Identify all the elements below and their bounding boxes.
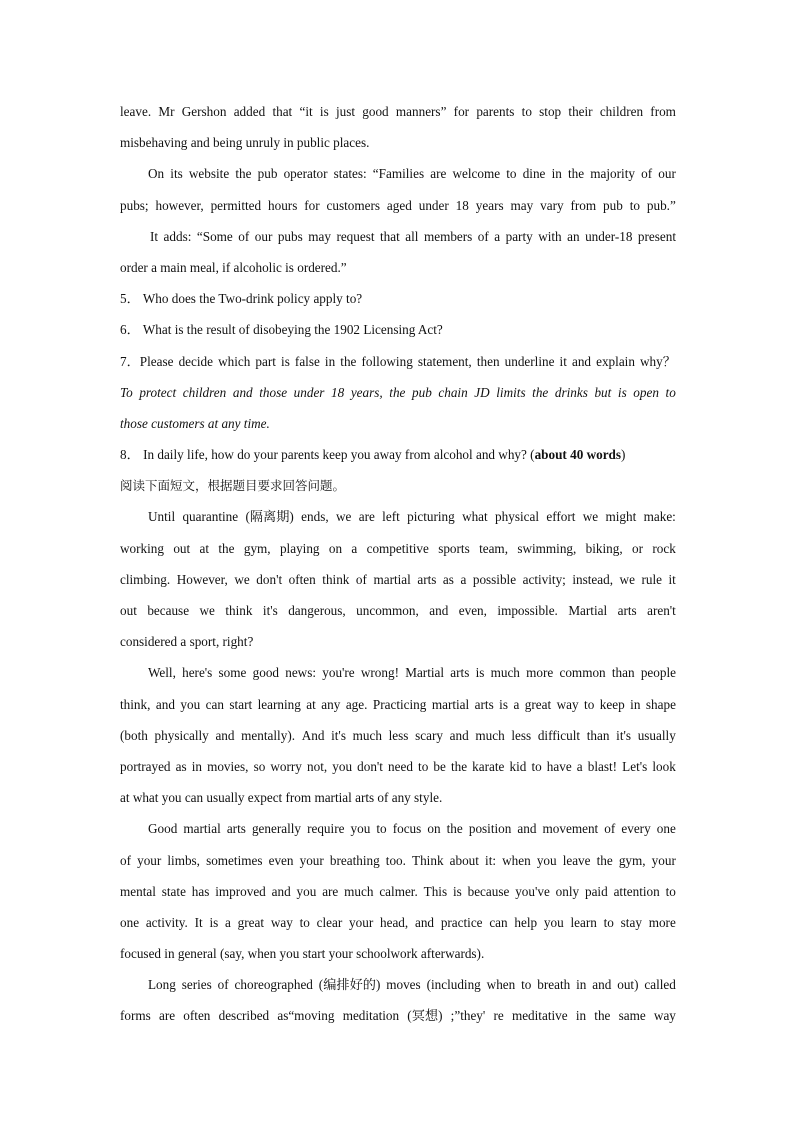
text-line: On its website the pub operator states: “Families are welcome to dine in the majority of our — [148, 166, 676, 182]
text-line: of your limbs, sometimes even your breathing too. Think about it: when you leave the gym, your — [120, 852, 676, 868]
text-line: leave. Mr Gershon added that “it is just good manners” for parents to stop their children from — [120, 104, 676, 119]
text-line: one activity. It is a great way to clear your head, and practice can help you learn to stay more — [120, 914, 676, 930]
text-line: Well, here's some good news: you're wrong! Martial arts is much more common than people — [148, 665, 676, 681]
text-line: considered a sport, right? — [120, 634, 254, 650]
text-line: think, and you can start learning at any age. Practicing martial arts is a great way to keep in shape — [120, 696, 676, 712]
question-8-close: ) — [621, 447, 626, 463]
text-line: Until quarantine (隔离期) ends, we are left picturing what physical effort we might make: — [148, 509, 676, 525]
question-8-text: 8． In daily life, how do your parents keep you away from alcohol and why? ( — [120, 447, 535, 463]
text-line: mental state has improved and you are much calmer. This is because you've only paid attention to — [120, 883, 676, 899]
question-5: 5． Who does the Two-drink policy apply to? — [120, 291, 363, 307]
reading-instruction: 阅读下面短文，根据题目要求回答问题。 — [120, 478, 346, 494]
text-line: forms are often described as“moving meditation (冥想) ;”they' re meditative in the same way — [120, 1008, 676, 1024]
question-6: 6． What is the result of disobeying the 1902 Licensing Act? — [120, 322, 443, 338]
question-7-statement: those customers at any time. — [120, 415, 270, 431]
text-line: misbehaving and being unruly in public places. — [120, 135, 370, 151]
text-line: out because we think it's dangerous, uncommon, and even, impossible. Martial arts aren't — [120, 603, 676, 618]
question-8 — [120, 439, 676, 470]
text-line: Long series of choreographed (编排好的) moves (including when to breath in and out) called — [148, 977, 676, 993]
text-line: pubs; however, permitted hours for customers aged under 18 years may vary from pub to pub.” — [120, 197, 676, 213]
question-8-word-limit: about 40 words — [534, 447, 622, 463]
text-line: portrayed as in movies, so worry not, you don't need to be the karate kid to have a blast! Let's look — [120, 758, 676, 774]
text-line: climbing. However, we don't often think of martial arts as a possible activity; instead, we rule it — [120, 571, 676, 587]
question-7-statement: To protect children and those under 18 years, the pub chain JD limits the drinks but is open to — [120, 384, 676, 400]
text-line: order a main meal, if alcoholic is ordered.” — [120, 259, 347, 275]
text-line: Good martial arts generally require you to focus on the position and movement of every one — [148, 821, 676, 837]
text-line: at what you can usually expect from martial arts of any style. — [120, 790, 443, 806]
text-line: focused in general (say, when you start your schoolwork afterwards). — [120, 946, 485, 962]
document-page — [120, 96, 676, 1032]
text-line: It adds: “Some of our pubs may request that all members of a party with an under-18 present — [150, 228, 676, 244]
text-line: working out at the gym, playing on a competitive sports team, swimming, biking, or rock — [120, 540, 676, 556]
question-7: 7．Please decide which part is false in the following statement, then underline it and explain why？ — [120, 353, 676, 369]
text-line: (both physically and mentally). And it's much less scary and much less difficult than it's usually — [120, 727, 676, 743]
